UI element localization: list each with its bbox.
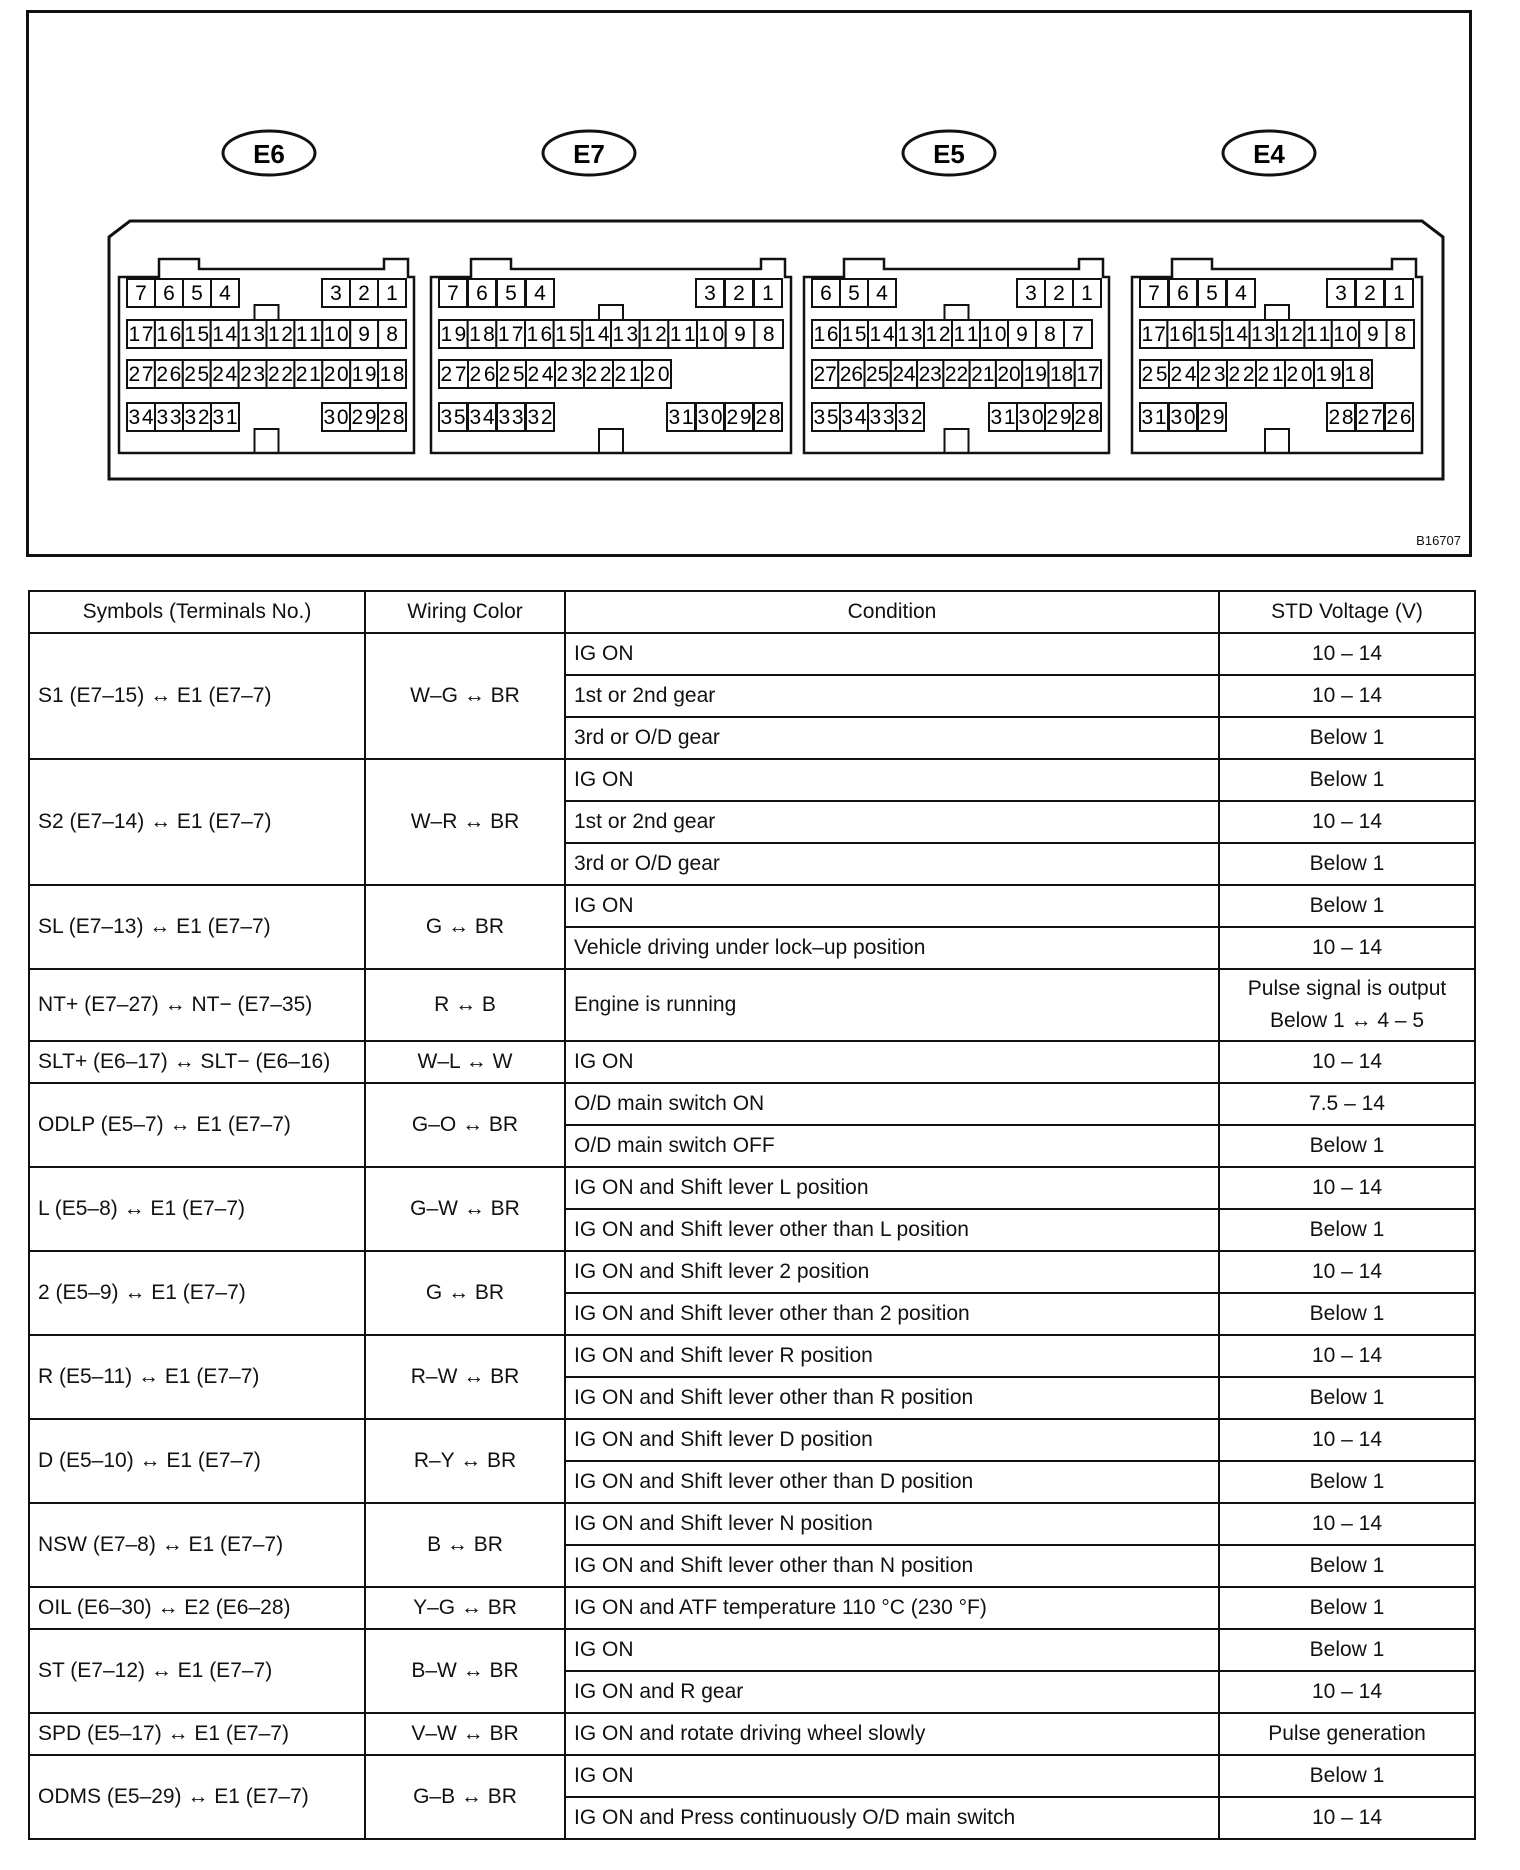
connector-label: E5: [933, 139, 965, 169]
pin-number: 17: [497, 323, 524, 346]
pin-number: 34: [469, 406, 495, 429]
voltage-cell: Below 1: [1219, 1209, 1475, 1251]
wiring-color-cell: W–L ↔ W: [365, 1041, 565, 1083]
voltage-cell: Below 1: [1219, 1755, 1475, 1797]
condition-cell: O/D main switch OFF: [565, 1125, 1219, 1167]
table-row: [29, 1041, 1475, 1083]
header-symbols: Symbols (Terminals No.): [29, 591, 365, 633]
wiring-color-cell: G ↔ BR: [365, 1251, 565, 1335]
pin-number: 2: [733, 282, 745, 305]
table-row: [29, 1629, 1475, 1671]
wiring-color-cell: G–B ↔ BR: [365, 1755, 565, 1839]
symbol-cell: ODLP (E5–7) ↔ E1 (E7–7): [29, 1083, 365, 1167]
pin-number: 18: [1344, 363, 1371, 386]
voltage-cell: Below 1: [1219, 843, 1475, 885]
voltage-cell: Below 1: [1219, 759, 1475, 801]
pin-number: 21: [295, 363, 321, 386]
pin-number: 9: [734, 323, 746, 346]
voltage-cell: Below 1: [1219, 1545, 1475, 1587]
symbol-cell: OIL (E6–30) ↔ E2 (E6–28): [29, 1587, 365, 1629]
pin-number: 19: [440, 323, 467, 346]
symbol-cell: ODMS (E5–29) ↔ E1 (E7–7): [29, 1755, 365, 1839]
pin-number: 5: [191, 282, 203, 305]
pin-number: 33: [156, 406, 182, 429]
wiring-color-cell: R ↔ B: [365, 969, 565, 1041]
pin-number: 9: [358, 323, 370, 346]
pin-number: 12: [268, 323, 293, 346]
connector-key-notch: [1265, 429, 1289, 454]
connector-key-notch: [945, 429, 969, 453]
symbol-cell: NSW (E7–8) ↔ E1 (E7–7): [29, 1503, 365, 1587]
voltage-cell: 10 – 14: [1219, 1503, 1475, 1545]
pin-number: 23: [1199, 363, 1226, 386]
pin-number: 14: [869, 323, 895, 346]
pin-number: 24: [212, 363, 238, 386]
voltage-cell: 10 – 14: [1219, 633, 1475, 675]
condition-cell: IG ON: [565, 633, 1219, 675]
pin-number: 25: [498, 363, 525, 386]
pin-number: 28: [379, 406, 405, 429]
pin-number: 7: [135, 282, 147, 305]
pin-number: 30: [1170, 406, 1196, 429]
table-row: [29, 1503, 1475, 1545]
pin-number: 15: [184, 323, 210, 346]
table-row: [29, 1755, 1475, 1797]
pin-number: 4: [219, 282, 231, 305]
pin-number: 5: [505, 282, 517, 305]
pin-number: 21: [1257, 363, 1284, 386]
pin-number: 15: [1196, 323, 1221, 346]
wiring-color-cell: W–R ↔ BR: [365, 759, 565, 885]
voltage-line: Below 1 ↔ 4 – 5: [1269, 1009, 1425, 1032]
pin-number: 10: [1333, 323, 1358, 346]
pin-number: 22: [1228, 363, 1255, 386]
condition-cell: IG ON and Press continuously O/D main switch: [565, 1797, 1219, 1839]
pin-number: 29: [1199, 406, 1225, 429]
symbol-cell: S1 (E7–15) ↔ E1 (E7–7): [29, 633, 365, 759]
pin-number: 27: [813, 363, 837, 386]
pin-number: 22: [944, 363, 969, 386]
condition-cell: IG ON and Shift lever other than N position: [565, 1545, 1219, 1587]
pin-number: 32: [527, 406, 553, 429]
connector-diagram: [26, 10, 1472, 557]
condition-cell: 3rd or O/D gear: [565, 843, 1219, 885]
connector-diagram-svg: [29, 13, 1469, 554]
pin-number: 14: [1223, 323, 1249, 346]
pin-number: 4: [1235, 282, 1247, 305]
voltage-cell: 10 – 14: [1219, 801, 1475, 843]
voltage-spec-table: [28, 590, 1476, 1840]
condition-cell: IG ON: [565, 1755, 1219, 1797]
pin-number: 19: [1315, 363, 1342, 386]
pin-number: 1: [1081, 282, 1093, 305]
pin-number: 1: [762, 282, 774, 305]
voltage-cell: Pulse generation: [1219, 1713, 1475, 1755]
voltage-cell: 10 – 14: [1219, 1251, 1475, 1293]
pin-number: 35: [440, 406, 466, 429]
pin-number: 32: [897, 406, 923, 429]
condition-cell: IG ON and Shift lever N position: [565, 1503, 1219, 1545]
pin-number: 31: [212, 406, 238, 429]
pin-number: 18: [379, 363, 405, 386]
voltage-cell: 10 – 14: [1219, 1335, 1475, 1377]
pin-number: 30: [697, 406, 723, 429]
condition-cell: IG ON and Shift lever other than D position: [565, 1461, 1219, 1503]
pin-number: 11: [953, 323, 979, 346]
pin-number: 33: [869, 406, 895, 429]
pin-number: 13: [612, 323, 639, 346]
connector-key-notch: [599, 429, 623, 454]
pin-number: 7: [1072, 323, 1084, 346]
pin-number: 21: [971, 363, 995, 386]
pin-number: 25: [866, 363, 890, 386]
condition-cell: Vehicle driving under lock–up position: [565, 927, 1219, 969]
voltage-cell: 10 – 14: [1219, 1671, 1475, 1713]
symbol-cell: 2 (E5–9) ↔ E1 (E7–7): [29, 1251, 365, 1335]
pin-number: 22: [585, 363, 612, 386]
pin-number: 11: [669, 323, 696, 346]
pin-number: 15: [841, 323, 867, 346]
pin-number: 9: [1367, 323, 1379, 346]
symbol-cell: SL (E7–13) ↔ E1 (E7–7): [29, 885, 365, 969]
condition-cell: Engine is running: [565, 969, 1219, 1041]
pin-number: 25: [184, 363, 210, 386]
pin-number: 27: [1357, 406, 1383, 429]
voltage-cell: Below 1: [1219, 1629, 1475, 1671]
wiring-color-cell: G–O ↔ BR: [365, 1083, 565, 1167]
pin-number: 10: [981, 323, 1007, 346]
pin-number: 29: [351, 406, 377, 429]
pin-number: 30: [323, 406, 349, 429]
table-row: [29, 1587, 1475, 1629]
pin-number: 12: [641, 323, 667, 346]
pin-number: 24: [527, 363, 554, 386]
voltage-cell: 10 – 14: [1219, 675, 1475, 717]
table-row: [29, 969, 1475, 1041]
pin-number: 22: [268, 363, 293, 386]
pin-number: 3: [330, 282, 342, 305]
wiring-color-cell: B ↔ BR: [365, 1503, 565, 1587]
pin-number: 6: [476, 282, 488, 305]
pin-number: 6: [820, 282, 832, 305]
pin-number: 5: [848, 282, 860, 305]
voltage-cell: Below 1: [1219, 1377, 1475, 1419]
condition-cell: O/D main switch ON: [565, 1083, 1219, 1125]
pin-number: 11: [1305, 323, 1331, 346]
pin-number: 8: [386, 323, 398, 346]
condition-cell: IG ON and Shift lever other than R position: [565, 1377, 1219, 1419]
pin-number: 26: [839, 363, 864, 386]
wiring-color-cell: V–W ↔ BR: [365, 1713, 565, 1755]
pin-number: 11: [295, 323, 321, 346]
condition-cell: IG ON: [565, 1041, 1219, 1083]
wiring-color-cell: G ↔ BR: [365, 885, 565, 969]
pin-number: 24: [1170, 363, 1197, 386]
pin-number: 16: [813, 323, 839, 346]
pin-number: 13: [240, 323, 265, 346]
pin-number: 10: [698, 323, 725, 346]
voltage-cell: 10 – 14: [1219, 1797, 1475, 1839]
pin-number: 3: [704, 282, 716, 305]
pin-number: 19: [351, 363, 377, 386]
pin-number: 1: [1393, 282, 1405, 305]
pin-number: 31: [1141, 406, 1167, 429]
condition-cell: IG ON and R gear: [565, 1671, 1219, 1713]
voltage-cell: [1219, 969, 1475, 1041]
pin-number: 8: [1394, 323, 1407, 346]
pin-number: 16: [526, 323, 553, 346]
condition-cell: IG ON: [565, 1629, 1219, 1671]
voltage-cell: 10 – 14: [1219, 1041, 1475, 1083]
pin-number: 23: [240, 363, 265, 386]
condition-cell: IG ON and Shift lever 2 position: [565, 1251, 1219, 1293]
pin-number: 12: [925, 323, 951, 346]
pin-number: 17: [1141, 323, 1166, 346]
voltage-line: Pulse signal is output: [1247, 977, 1447, 1000]
pin-number: 14: [212, 323, 238, 346]
table-row: [29, 1335, 1475, 1377]
pin-number: 26: [1386, 406, 1412, 429]
pin-number: 34: [128, 406, 154, 429]
voltage-cell: 10 – 14: [1219, 1167, 1475, 1209]
pin-number: 31: [990, 406, 1016, 429]
wiring-color-cell: R–W ↔ BR: [365, 1335, 565, 1419]
pin-number: 34: [841, 406, 867, 429]
pin-number: 27: [440, 363, 467, 386]
pin-number: 16: [1168, 323, 1194, 346]
pin-number: 6: [163, 282, 175, 305]
connector-key-notch: [255, 429, 279, 453]
pin-number: 7: [447, 282, 459, 305]
table-row: [29, 885, 1475, 927]
figure-code: B16707: [1416, 533, 1461, 548]
pin-number: 8: [1044, 323, 1056, 346]
pin-number: 33: [498, 406, 524, 429]
pin-number: 18: [1049, 363, 1074, 386]
pin-number: 25: [1141, 363, 1168, 386]
symbol-cell: NT+ (E7–27) ↔ NT− (E7–35): [29, 969, 365, 1041]
pin-number: 4: [534, 282, 546, 305]
pin-number: 1: [386, 282, 398, 305]
voltage-cell: Below 1: [1219, 885, 1475, 927]
pin-number: 14: [583, 323, 610, 346]
symbol-cell: L (E5–8) ↔ E1 (E7–7): [29, 1167, 365, 1251]
table-header-row: [29, 591, 1475, 633]
condition-cell: IG ON and Shift lever L position: [565, 1167, 1219, 1209]
condition-cell: IG ON: [565, 885, 1219, 927]
header-condition: Condition: [565, 591, 1219, 633]
pin-number: 31: [668, 406, 694, 429]
connector-label: E6: [253, 139, 285, 169]
wiring-color-cell: Y–G ↔ BR: [365, 1587, 565, 1629]
wiring-color-cell: G–W ↔ BR: [365, 1167, 565, 1251]
pin-number: 2: [1053, 282, 1065, 305]
pin-number: 8: [762, 323, 775, 346]
symbol-cell: R (E5–11) ↔ E1 (E7–7): [29, 1335, 365, 1419]
condition-cell: IG ON and Shift lever D position: [565, 1419, 1219, 1461]
condition-cell: 1st or 2nd gear: [565, 801, 1219, 843]
pin-number: 27: [128, 363, 154, 386]
connector-label: E4: [1253, 139, 1285, 169]
pin-number: 3: [1025, 282, 1037, 305]
condition-cell: IG ON: [565, 759, 1219, 801]
pin-number: 32: [184, 406, 210, 429]
pin-number: 6: [1177, 282, 1189, 305]
pin-number: 26: [156, 363, 182, 386]
table-row: [29, 1419, 1475, 1461]
voltage-cell: 10 – 14: [1219, 1419, 1475, 1461]
pin-number: 28: [1328, 406, 1354, 429]
symbol-cell: SPD (E5–17) ↔ E1 (E7–7): [29, 1713, 365, 1755]
table-body: [29, 633, 1475, 1839]
pin-number: 26: [469, 363, 496, 386]
condition-cell: IG ON and Shift lever other than 2 position: [565, 1293, 1219, 1335]
voltage-cell: Below 1: [1219, 1293, 1475, 1335]
pin-number: 15: [555, 323, 581, 346]
pin-number: 16: [156, 323, 182, 346]
pin-number: 3: [1335, 282, 1347, 305]
pin-number: 29: [1046, 406, 1072, 429]
voltage-cell: Below 1: [1219, 1125, 1475, 1167]
pin-number: 17: [1076, 363, 1100, 386]
condition-cell: IG ON and Shift lever R position: [565, 1335, 1219, 1377]
pin-number: 20: [1286, 363, 1313, 386]
wiring-color-cell: W–G ↔ BR: [365, 633, 565, 759]
voltage-cell: Below 1: [1219, 717, 1475, 759]
symbol-cell: ST (E7–12) ↔ E1 (E7–7): [29, 1629, 365, 1713]
pin-number: 4: [876, 282, 888, 305]
table-row: [29, 1713, 1475, 1755]
pin-number: 28: [755, 406, 781, 429]
table-row: [29, 1083, 1475, 1125]
condition-cell: IG ON and Shift lever other than L position: [565, 1209, 1219, 1251]
voltage-cell: Below 1: [1219, 1461, 1475, 1503]
pin-number: 5: [1206, 282, 1218, 305]
symbol-cell: S2 (E7–14) ↔ E1 (E7–7): [29, 759, 365, 885]
condition-cell: IG ON and rotate driving wheel slowly: [565, 1713, 1219, 1755]
condition-cell: IG ON and ATF temperature 110 °C (230 °F): [565, 1587, 1219, 1629]
pin-number: 2: [358, 282, 370, 305]
condition-cell: 1st or 2nd gear: [565, 675, 1219, 717]
pin-number: 20: [997, 363, 1021, 386]
pin-number: 12: [1278, 323, 1303, 346]
pin-number: 28: [1074, 406, 1100, 429]
pin-number: 17: [128, 323, 154, 346]
voltage-cell: Below 1: [1219, 1587, 1475, 1629]
table-row: [29, 1167, 1475, 1209]
pin-number: 13: [1251, 323, 1276, 346]
condition-cell: 3rd or O/D gear: [565, 717, 1219, 759]
pin-number: 24: [892, 363, 916, 386]
pin-number: 7: [1148, 282, 1160, 305]
pin-number: 21: [614, 363, 641, 386]
pin-number: 10: [323, 323, 349, 346]
pin-number: 35: [813, 406, 839, 429]
wiring-color-cell: B–W ↔ BR: [365, 1629, 565, 1713]
table-row: [29, 1251, 1475, 1293]
voltage-cell: 7.5 – 14: [1219, 1083, 1475, 1125]
pin-number: 29: [726, 406, 752, 429]
pin-number: 19: [1023, 363, 1047, 386]
pin-number: 30: [1018, 406, 1044, 429]
symbol-cell: SLT+ (E6–17) ↔ SLT− (E6–16): [29, 1041, 365, 1083]
table-row: [29, 759, 1475, 801]
wiring-color-cell: R–Y ↔ BR: [365, 1419, 565, 1503]
header-std-voltage: STD Voltage (V): [1219, 591, 1475, 633]
pin-number: 20: [643, 363, 670, 386]
pin-number: 23: [918, 363, 942, 386]
pin-number: 23: [556, 363, 583, 386]
pin-number: 9: [1016, 323, 1028, 346]
pin-number: 20: [323, 363, 349, 386]
pin-number: 2: [1364, 282, 1376, 305]
connector-label: E7: [573, 139, 605, 169]
voltage-cell: 10 – 14: [1219, 927, 1475, 969]
header-wiring-color: Wiring Color: [365, 591, 565, 633]
table-row: [29, 633, 1475, 675]
symbol-cell: D (E5–10) ↔ E1 (E7–7): [29, 1419, 365, 1503]
pin-number: 18: [469, 323, 495, 346]
pin-number: 13: [897, 323, 923, 346]
